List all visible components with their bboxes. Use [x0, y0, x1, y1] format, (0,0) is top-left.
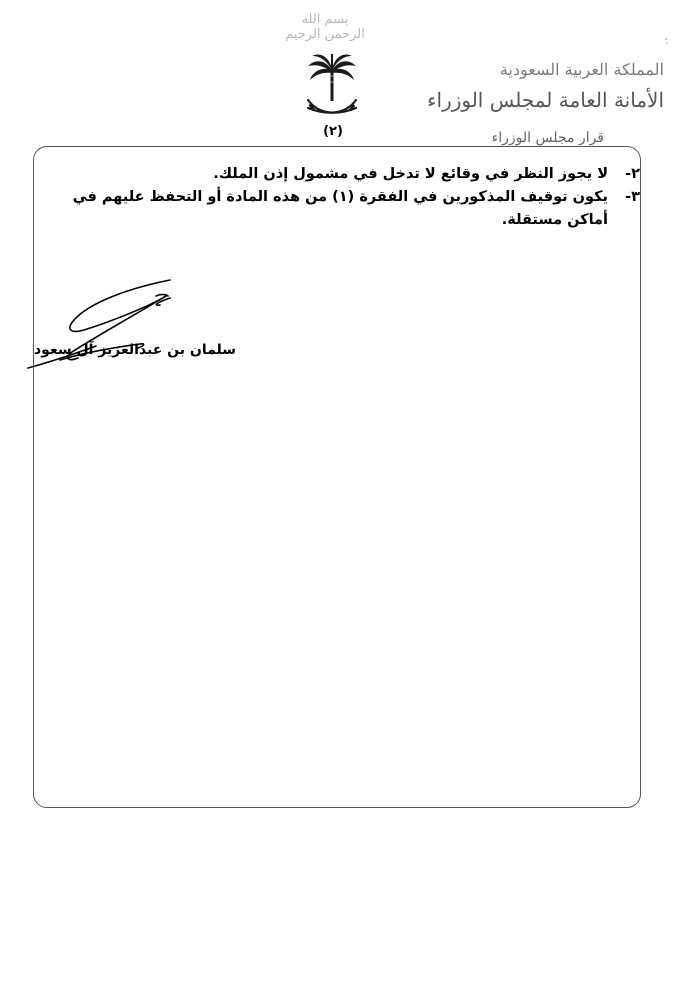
- saudi-palm-swords-emblem-icon: [304, 52, 360, 124]
- secretariat-title: الأمانة العامة لمجلس الوزراء: [427, 88, 664, 112]
- scan-speck-icon: [662, 36, 670, 46]
- kingdom-title: المملكة العربية السعودية: [499, 60, 664, 79]
- clause-text: لا يجوز النظر في وقائع لا تدخل في مشمول إذن الملك.: [213, 166, 608, 182]
- clause-item: [40, 186, 640, 232]
- page-number: (٢): [323, 124, 343, 139]
- clause-text: يكون توقيف المذكورين في الفقرة (١) من هذه المادة أو التحفظ عليهم في أماكن مستقلة.: [72, 189, 608, 228]
- clause-number: ٣-: [625, 189, 640, 205]
- clause-number: ٢-: [625, 166, 640, 182]
- signatory-name: سلمان بن عبدالعزيز آل سعود: [33, 342, 236, 358]
- clause-item: [40, 163, 640, 186]
- handwritten-signature: [20, 272, 220, 382]
- document-frame: [33, 146, 641, 808]
- decision-label: قرار مجلس الوزراء: [448, 130, 610, 146]
- clauses-list: [40, 163, 640, 232]
- basmala-calligraphy: بسم الله الرحمن الرحيم: [285, 12, 365, 42]
